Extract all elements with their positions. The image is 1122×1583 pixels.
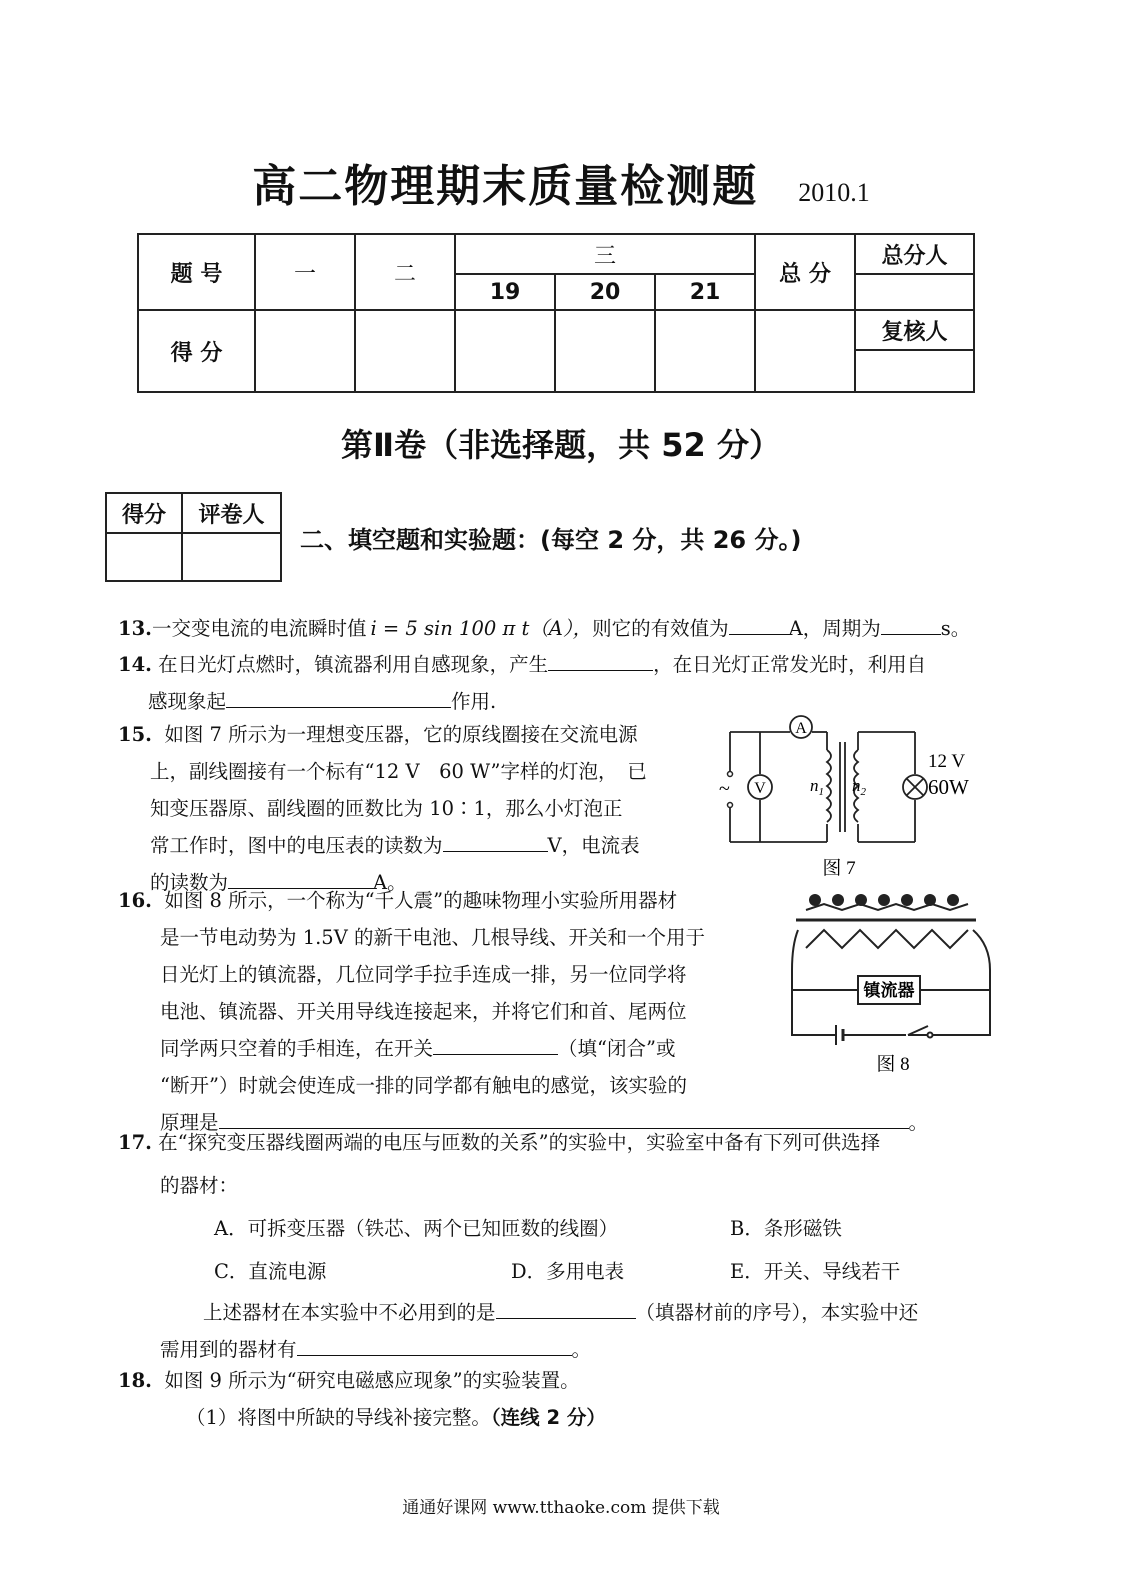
question-number: 18. (118, 1369, 152, 1392)
question-text: 的读数为 (150, 871, 229, 894)
score-cell-2 (355, 310, 455, 392)
col-part-2: 二 (355, 234, 455, 310)
points-note: （连线 2 分） (490, 1406, 606, 1429)
grader-name-label: 评卷人 (182, 493, 281, 533)
col-q21: 21 (655, 274, 755, 310)
row-label-score: 得 分 (138, 310, 255, 392)
n2-label: $n_2$ (852, 776, 866, 798)
question-text: 如图 7 所示为一理想变压器，它的原线圈接在交流电源 (164, 723, 638, 746)
question-text: 在日光灯点燃时，镇流器利用自感现象，产生 (158, 653, 549, 676)
score-cell-20 (555, 310, 655, 392)
score-cell-19 (455, 310, 555, 392)
summarizer-label: 总分人 (855, 234, 974, 274)
option-b: B．条形磁铁 (730, 1217, 842, 1240)
answer-blank[interactable] (297, 1335, 572, 1356)
answer-blank[interactable] (496, 1298, 636, 1319)
answer-blank[interactable] (433, 1034, 558, 1055)
figure-7-transformer-circuit (715, 712, 995, 887)
question-15 (118, 716, 708, 901)
question-text: 一交变电流的电流瞬时值 (151, 617, 367, 640)
question-text: 电池、镇流器、开关用导线连接起来，并将它们和首、尾两位 (160, 1000, 687, 1023)
voltmeter-label: V (754, 780, 766, 797)
option-d: D．多用电表 (511, 1260, 625, 1283)
lamp-power-label: 60W (928, 775, 969, 799)
col-part-1: 一 (255, 234, 355, 310)
question-17 (118, 1124, 1008, 1368)
answer-blank[interactable] (881, 614, 941, 635)
question-text: “断开”）时就会使连成一排的同学都有触电的感觉，该实验的 (160, 1074, 687, 1097)
question-text: 作用. (451, 690, 497, 713)
question-13 (118, 610, 970, 647)
unit-text: A，周期为 (788, 617, 881, 640)
option-a: A．可拆变压器（铁芯、两个已知匝数的线圈） (214, 1217, 619, 1240)
question-text: ，在日光灯正常发光时，利用自 (653, 653, 927, 676)
summarizer-cell (855, 274, 974, 310)
question-text: 。 (908, 1111, 929, 1134)
student-figures-icon (809, 894, 959, 906)
options-row-1 (118, 1210, 1008, 1247)
grader-name-cell (182, 533, 281, 581)
question-text: A。 (373, 871, 407, 894)
question-text: 感现象起 (148, 690, 227, 713)
section-title: 第Ⅱ卷（非选择题，共 52 分） (341, 426, 781, 464)
score-cell-1 (255, 310, 355, 392)
n1-label: $n_1$ (810, 776, 824, 798)
question-text: 是一节电动势为 1.5V 的新干电池、几根导线、开关和一个用于 (160, 926, 705, 949)
question-text: （1）将图中所缺的导线补接完整。 (186, 1406, 491, 1429)
col-total: 总 分 (755, 234, 855, 310)
unit-text: s。 (940, 617, 971, 640)
question-text: 需用到的器材有 (160, 1338, 297, 1361)
footer-source: 通通好课网 www.tthaoke.com 提供下载 (402, 1498, 720, 1518)
options-row-2 (118, 1253, 1008, 1290)
question-text: 同学两只空着的手相连，在开关 (160, 1037, 434, 1060)
question-number: 15. (118, 723, 152, 746)
score-cell-21 (655, 310, 755, 392)
question-text: 。 (571, 1338, 592, 1361)
question-text: 日光灯上的镇流器，几位同学手拉手连成一排，另一位同学将 (160, 963, 687, 986)
question-text: V，电流表 (547, 834, 640, 857)
option-e: E．开关、导线若干 (730, 1260, 901, 1283)
option-c: C．直流电源 (214, 1260, 327, 1283)
answer-blank[interactable] (548, 650, 653, 671)
ac-source-symbol: ~ (719, 778, 730, 800)
question-18 (118, 1362, 606, 1436)
question-text: 上，副线圈接有一个标有“12 V 60 W”字样的灯泡， 已 (150, 760, 647, 783)
question-text: （填器材前的序号），本实验中还 (635, 1301, 919, 1324)
question-text: 上述器材在本实验中不必用到的是 (203, 1301, 496, 1324)
grader-table (105, 492, 282, 582)
answer-blank[interactable] (729, 614, 789, 635)
reviewer-cell (855, 350, 974, 392)
question-text: 常工作时，图中的电压表的读数为 (150, 834, 443, 857)
answer-blank[interactable] (226, 687, 451, 708)
exam-title: 高二物理期末质量检测题 (252, 161, 759, 212)
question-14 (118, 646, 926, 720)
figure-8-student-chain-circuit (788, 890, 998, 1080)
reviewer-label: 复核人 (855, 310, 974, 350)
exam-year: 2010.1 (798, 178, 870, 207)
lamp-voltage-label: 12 V (928, 751, 966, 772)
grader-score-label: 得分 (106, 493, 182, 533)
figure-7-caption: 图 7 (822, 858, 856, 879)
ammeter-label: A (795, 720, 807, 737)
question-number: 17. (118, 1131, 152, 1154)
question-text: 在“探究变压器线圈两端的电压与匝数的关系”的实验中，实验室中备有下列可供选择 (158, 1131, 881, 1154)
question-number: 13. (118, 617, 152, 640)
formula: i = 5 sin 100 π t（A）， (370, 617, 593, 640)
question-text: 如图 9 所示为“研究电磁感应现象”的实验装置。 (164, 1369, 580, 1392)
question-number: 16. (118, 889, 152, 912)
part-title: 二、填空题和实验题：(每空 2 分，共 26 分。) (300, 526, 802, 554)
col-q20: 20 (555, 274, 655, 310)
page-title (0, 150, 1122, 214)
ballast-label: 镇流器 (863, 981, 915, 1000)
score-cell-total (755, 310, 855, 392)
figure-8-caption: 图 8 (876, 1054, 910, 1075)
score-table (137, 233, 975, 393)
question-text: 原理是 (160, 1111, 219, 1134)
answer-blank[interactable] (443, 831, 548, 852)
question-text: 的器材： (160, 1174, 239, 1197)
col-q19: 19 (455, 274, 555, 310)
question-text: （填“闭合”或 (558, 1037, 676, 1060)
grader-score-cell (106, 533, 182, 581)
question-text: 则它的有效值为 (592, 617, 729, 640)
question-text: 知变压器原、副线圈的匝数比为 10∶1，那么小灯泡正 (150, 797, 623, 820)
row-label-question-number: 题 号 (138, 234, 255, 310)
question-text: 如图 8 所示，一个称为“千人震”的趣味物理小实验所用器材 (164, 889, 678, 912)
question-number: 14. (118, 653, 152, 676)
col-part-3: 三 (455, 234, 755, 274)
